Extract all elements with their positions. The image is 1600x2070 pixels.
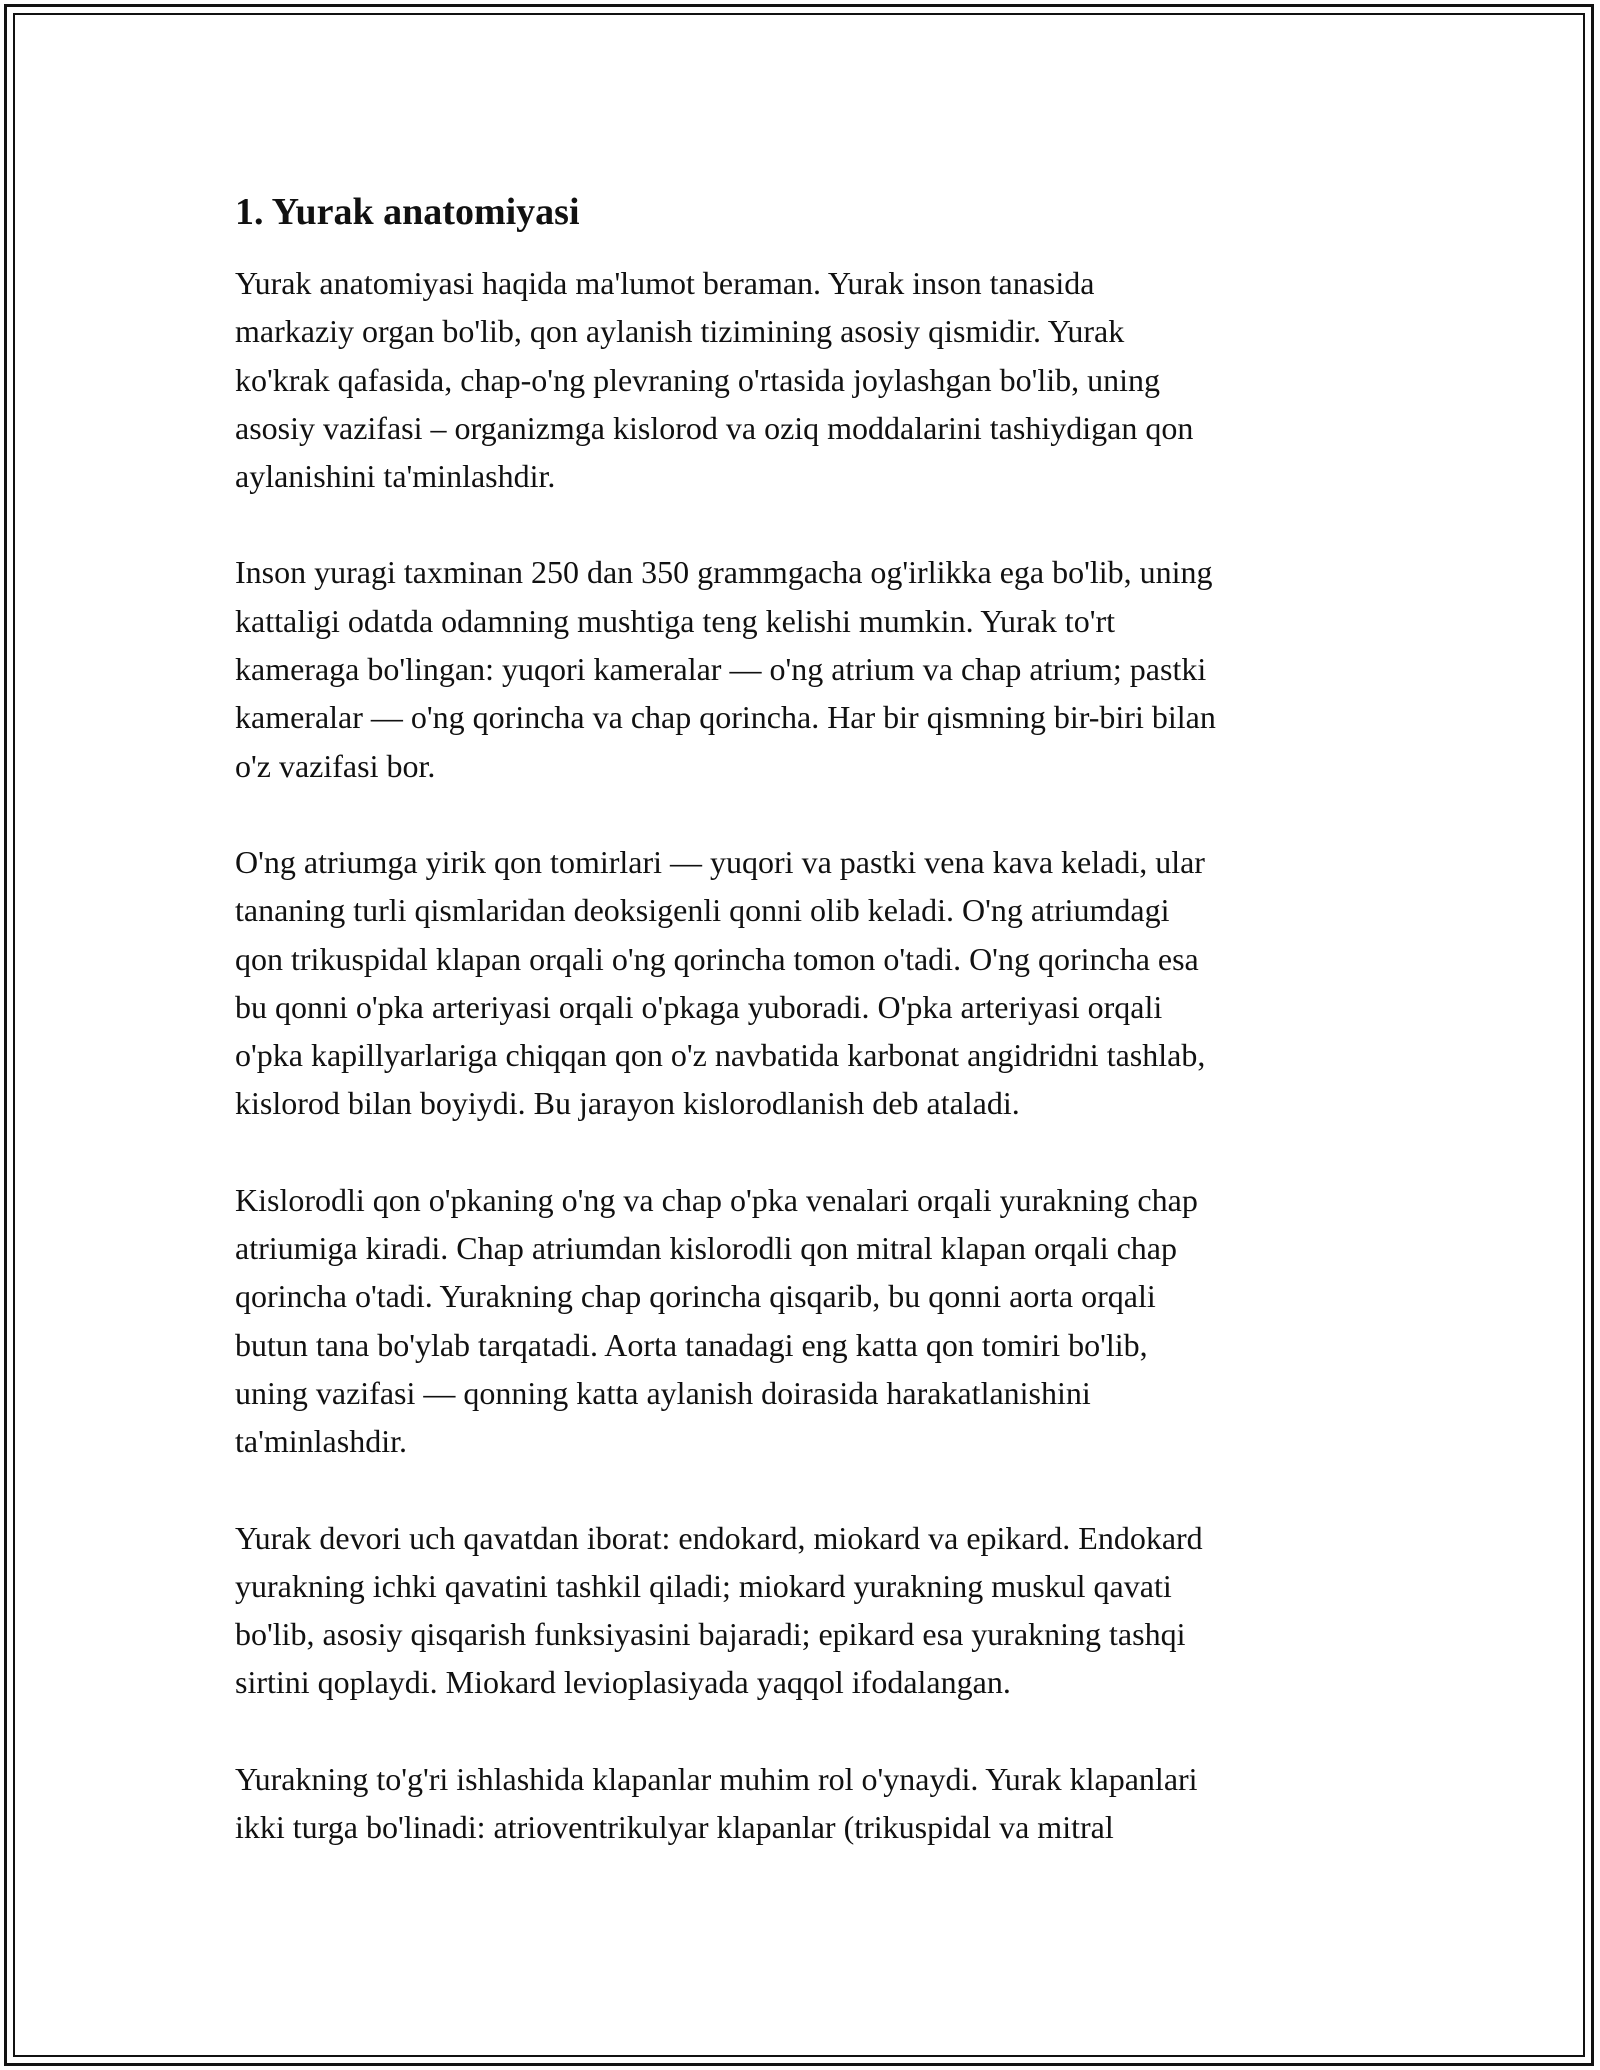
paragraph-6: Yurakning to'g'ri ishlashida klapanlar muhim rol o'ynaydi. Yurak klapanlari ikki turga bo'linadi: atrioventrikulyar klapanlar (trikuspidal va mitral [235, 1760, 1198, 1846]
paragraph-3: O'ng atriumga yirik qon tomirlari — yuqori va pastki vena kava keladi, ular tananing turli qismlaridan deoksigenli qonni olib keladi. O'ng atriumdagi qon trikuspidal klapan orqali o'ng qorincha tomon o'tadi. O'ng qorincha esa bu qonni o'pka arteriyasi orqali o'pkaga yuboradi. O'pka arteriyasi orqali o'pka kapillyarlariga chiqqan qon o'z navbatida karbonat angidridni tashlab, kislorod bilan boyiydi. Bu jarayon kislorodlanish deb ataladi. [235, 843, 1206, 1122]
paragraph-1: Yurak anatomiyasi haqida ma'lumot beraman. Yurak inson tanasida markaziy organ bo'lib, qon aylanish tizimining asosiy qismidir. Yurak ko'krak qafasida, chap-o'ng plevraning o'rtasida joylashgan bo'lib, uning asosiy vazifasi – organizmga kislorod va oziq moddalarini tashiydigan qon aylanishini ta'minlashdir. [235, 265, 1194, 495]
paragraph-5: Yurak devori uch qavatdan iborat: endokard, miokard va epikard. Endokard yurakning ichki qavatini tashkil qiladi; miokard yurakning muskul qavati bo'lib, asosiy qisqarish funksiyasini bajaradi; epikard esa yurakning tashqi sirtini qoplaydi. Miokard levioplasiyada yaqqol ifodalangan. [235, 1519, 1203, 1701]
paragraph-4: Kislorodli qon o'pkaning o'ng va chap o'pka venalari orqali yurakning chap atriumiga kiradi. Chap atriumdan kislorodli qon mitral klapan orqali chap qorincha o'tadi. Yurakning chap qorincha qisqarib, bu qonni aorta orqali butun tana bo'ylab tarqatadi. Aorta tanadagi eng katta qon tomiri bo'lib, uning vazifasi — qonning katta aylanish doirasida harakatlanishini ta'minlashdir. [235, 1181, 1198, 1460]
document-body [235, 185, 1365, 1851]
paragraph-2: Inson yuragi taxminan 250 dan 350 grammgacha og'irlikka ega bo'lib, uning kattaligi odatda odamning mushtiga teng kelishi mumkin. Yurak to'rt kameraga bo'lingan: yuqori kameralar — o'ng atrium va chap atrium; pastki kameralar — o'ng qorincha va chap qorincha. Har bir qismning bir-biri bilan o'z vazifasi bor. [235, 554, 1216, 784]
section-heading: 1. Yurak anatomiyasi [235, 191, 580, 233]
